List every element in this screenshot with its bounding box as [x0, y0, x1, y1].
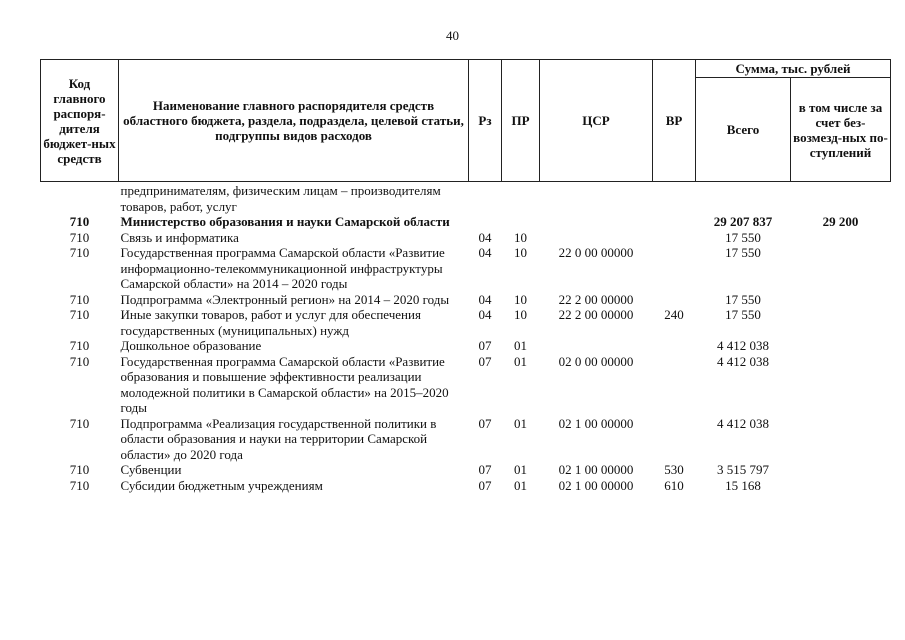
free-cell — [791, 245, 891, 292]
free-cell — [791, 354, 891, 416]
csr-cell: 22 0 00 00000 — [558, 245, 634, 260]
code-cell: 710 — [69, 229, 90, 245]
table-row — [41, 292, 891, 308]
pr-cell: 10 — [514, 245, 527, 260]
csr-cell: 02 1 00 00000 — [558, 462, 634, 477]
free-cell — [791, 182, 891, 215]
csr-cell — [540, 230, 653, 246]
csr-cell: 02 1 00 00000 — [558, 477, 634, 493]
budget-table — [40, 59, 891, 493]
rz-cell: 07 — [478, 338, 492, 353]
header-free: в том числе за счет без-возмезд-ных по-ступлений — [791, 78, 891, 182]
pr-cell — [502, 214, 540, 230]
name-cell: Связь и информатика — [120, 229, 239, 245]
vr-cell — [653, 338, 696, 354]
table-row — [41, 307, 891, 338]
free-cell: 29 200 — [822, 214, 859, 229]
total-cell: 17 550 — [725, 291, 761, 307]
rz-cell: 04 — [478, 291, 492, 307]
rz-cell: 07 — [478, 477, 492, 493]
pr-cell: 10 — [514, 307, 527, 322]
free-cell — [791, 338, 891, 354]
vr-cell: 530 — [664, 462, 684, 477]
table-row — [41, 214, 891, 230]
free-cell — [791, 478, 891, 494]
name-cell: Подпрограмма «Реализация государственной политики в области образования и науки на территории Самарской области» до 2020 года — [120, 415, 437, 462]
total-cell: 17 550 — [725, 229, 761, 245]
table-row — [41, 230, 891, 246]
total-cell: 4 412 038 — [717, 338, 769, 353]
csr-cell — [540, 182, 653, 215]
code-cell: 710 — [69, 477, 90, 493]
free-cell — [791, 307, 891, 338]
table-row — [41, 182, 891, 215]
vr-cell — [653, 354, 696, 416]
name-cell: Субсидии бюджетным учреждениям — [120, 477, 323, 493]
pr-cell — [502, 182, 540, 215]
name-cell: Государственная программа Самарской области «Развитие информационно-телекоммуникационной инфраструктуры Самарской области» на 2014 – 2020 годы — [120, 245, 445, 291]
header-name: Наименование главного распорядителя средств областного бюджета, раздела, подраздела, целевой статьи, подгруппы видов расходов — [119, 60, 469, 182]
table-row — [41, 338, 891, 354]
vr-cell — [653, 182, 696, 215]
table-row — [41, 245, 891, 292]
rz-cell: 04 — [478, 307, 492, 322]
free-cell — [791, 230, 891, 246]
name-cell: Министерство образования и науки Самарской области — [120, 214, 450, 229]
name-cell: Субвенции — [120, 462, 182, 477]
csr-cell — [540, 214, 653, 230]
csr-cell: 22 2 00 00000 — [558, 307, 634, 322]
total-cell: 17 550 — [725, 307, 761, 322]
pr-cell: 10 — [514, 229, 527, 245]
page-number: 40 — [446, 28, 459, 43]
total-cell: 17 550 — [725, 245, 761, 260]
code-cell: 710 — [69, 462, 90, 477]
vr-cell — [653, 245, 696, 292]
code-cell: 710 — [69, 307, 90, 322]
header-rz: Рз — [469, 60, 502, 182]
name-cell: Подпрограмма «Электронный регион» на 2014 – 2020 годы — [120, 291, 450, 307]
name-cell: Государственная программа Самарской области «Развитие образования и повышение эффективности реализации молодежной политики в Самарской области» на 2015–2020 годы — [120, 353, 449, 415]
code-cell — [41, 182, 119, 215]
header-pr: ПР — [502, 60, 540, 182]
name-cell: Иные закупки товаров, работ и услуг для обеспечения государственных (муниципальных) нужд — [120, 307, 421, 338]
code-cell: 710 — [69, 353, 90, 369]
free-cell — [791, 292, 891, 308]
free-cell — [791, 416, 891, 463]
rz-cell: 04 — [478, 245, 492, 260]
pr-cell: 01 — [514, 353, 527, 369]
total-cell: 29 207 837 — [713, 214, 773, 229]
rz-cell: 07 — [478, 462, 492, 477]
total-cell — [696, 182, 791, 215]
table-row — [41, 416, 891, 463]
total-cell: 15 168 — [725, 477, 761, 493]
table-row — [41, 354, 891, 416]
code-cell: 710 — [69, 291, 90, 307]
code-cell: 710 — [69, 338, 90, 353]
vr-cell — [653, 230, 696, 246]
rz-cell — [469, 214, 502, 230]
csr-cell: 02 0 00 00000 — [558, 353, 634, 369]
rz-cell — [469, 182, 502, 215]
pr-cell: 01 — [514, 415, 527, 431]
total-cell: 3 515 797 — [717, 462, 769, 477]
header-code: Код главного распоря-дителя бюджет-ных средств — [41, 60, 119, 182]
vr-cell — [653, 214, 696, 230]
pr-cell: 10 — [514, 291, 527, 307]
name-cell: Дошкольное образование — [120, 338, 262, 353]
csr-cell: 22 2 00 00000 — [558, 291, 634, 307]
code-cell: 710 — [69, 245, 90, 260]
rz-cell: 07 — [478, 353, 492, 369]
free-cell — [791, 462, 891, 478]
rz-cell: 07 — [478, 415, 492, 431]
csr-cell: 02 1 00 00000 — [558, 415, 634, 431]
header-csr: ЦСР — [540, 60, 653, 182]
csr-cell — [540, 338, 653, 354]
vr-cell — [653, 416, 696, 463]
table-body — [41, 182, 891, 494]
vr-cell: 240 — [664, 307, 684, 322]
rz-cell: 04 — [478, 229, 492, 245]
vr-cell: 610 — [664, 477, 684, 493]
table-row — [41, 478, 891, 494]
code-cell: 710 — [69, 415, 90, 431]
code-cell: 710 — [69, 214, 90, 229]
header-total: Всего — [696, 78, 791, 182]
name-cell: предпринимателям, физическим лицам – производителям товаров, работ, услуг — [120, 183, 441, 214]
total-cell: 4 412 038 — [717, 415, 769, 431]
total-cell: 4 412 038 — [717, 353, 769, 369]
pr-cell: 01 — [514, 338, 527, 353]
table-row — [41, 462, 891, 478]
pr-cell: 01 — [514, 477, 527, 493]
header-vr: ВР — [653, 60, 696, 182]
pr-cell: 01 — [514, 462, 527, 477]
vr-cell — [653, 292, 696, 308]
table-header — [41, 60, 891, 182]
header-sum-group: Сумма, тыс. рублей — [696, 60, 891, 78]
